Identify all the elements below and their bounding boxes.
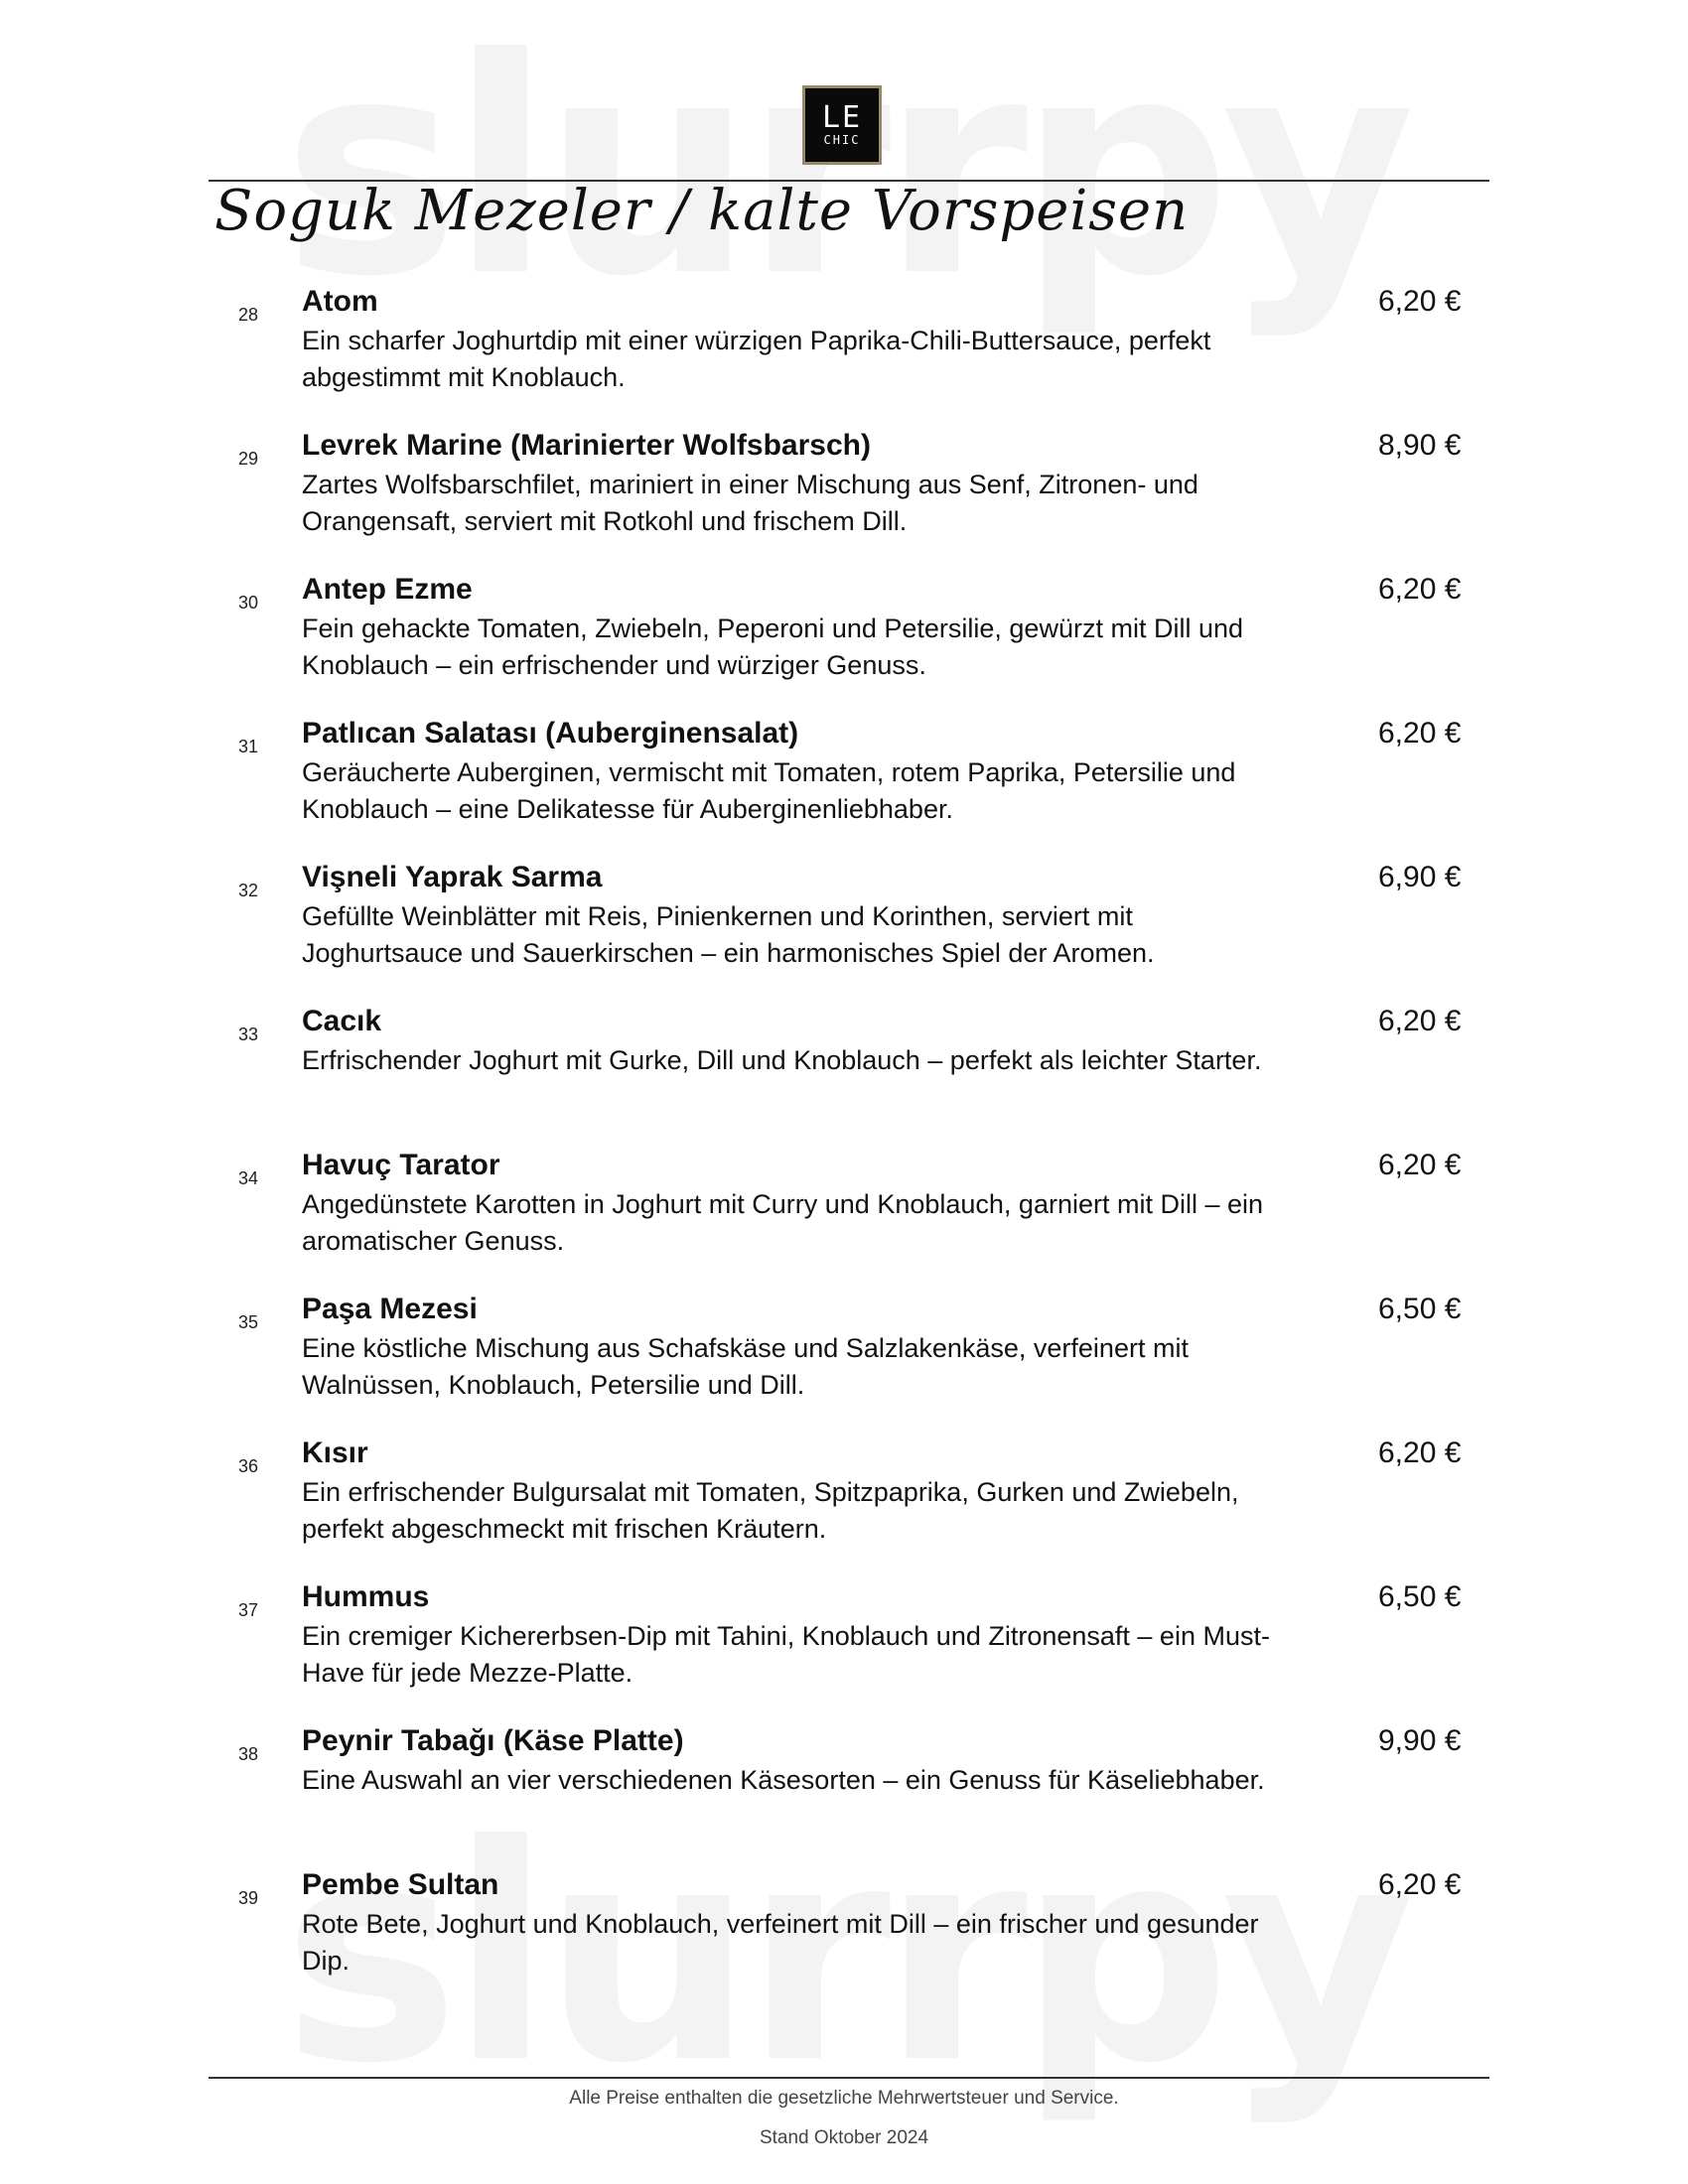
menu-item-description: Eine Auswahl an vier verschiedenen Käsesorten – ein Genuss für Käseliebhaber. [302, 1765, 1265, 1795]
menu-item-number: 31 [238, 737, 259, 756]
menu-item [0, 1293, 1688, 1436]
menu-item-name: Vişneli Yaprak Sarma [302, 861, 603, 893]
menu-item-price: 6,20 € [1378, 1868, 1462, 1901]
menu-item [0, 1436, 1688, 1580]
menu-item-description: Angedünstete Karotten in Joghurt mit Curry und Knoblauch, garniert mit Dill – ein aromatischer Genuss. [302, 1189, 1264, 1256]
menu-item-price: 9,90 € [1378, 1724, 1462, 1757]
menu-item-number: 38 [238, 1744, 259, 1764]
bottom-divider [209, 2077, 1489, 2079]
menu-item-name: Cacık [302, 1005, 382, 1037]
menu-item-price: 6,20 € [1378, 285, 1462, 318]
menu-item-description: Ein cremiger Kichererbsen-Dip mit Tahini, Knoblauch und Zitronensaft – ein Must-Have für jede Mezze-Platte. [302, 1621, 1270, 1688]
menu-item-number: 28 [238, 305, 259, 325]
menu-item [0, 861, 1688, 1005]
menu-item-description: Ein scharfer Joghurtdip mit einer würzigen Paprika-Chili-Buttersauce, perfekt abgestimmt mit Knoblauch. [302, 326, 1211, 392]
menu-item-number: 34 [238, 1168, 259, 1188]
restaurant-logo [802, 85, 882, 165]
menu-item-name: Atom [302, 285, 378, 318]
menu-item-price: 6,50 € [1378, 1293, 1462, 1325]
menu-item-description: Rote Bete, Joghurt und Knoblauch, verfeinert mit Dill – ein frischer und gesunder Dip. [302, 1909, 1259, 1976]
menu-item-description: Eine köstliche Mischung aus Schafskäse und Salzlakenkäse, verfeinert mit Walnüssen, Knoblauch, Petersilie und Dill. [302, 1333, 1189, 1400]
menu-item [0, 1149, 1688, 1293]
menu-item-price: 6,20 € [1378, 573, 1462, 606]
menu-item [0, 1580, 1688, 1724]
menu-item-number: 39 [238, 1888, 259, 1908]
menu-item-price: 6,20 € [1378, 717, 1462, 750]
menu-item-price: 6,20 € [1378, 1005, 1462, 1037]
menu-item-description: Zartes Wolfsbarschfilet, mariniert in einer Mischung aus Senf, Zitronen- und Orangensaft, serviert mit Rotkohl und frischem Dill. [302, 470, 1198, 536]
menu-item-description: Gefüllte Weinblätter mit Reis, Pinienkernen und Korinthen, serviert mit Joghurtsauce und Sauerkirschen – ein harmonisches Spiel der Aromen. [302, 901, 1155, 968]
footer-price-note: Alle Preise enthalten die gesetzliche Mehrwertsteuer und Service. [569, 2088, 1119, 2109]
logo-text-chic: CHIC [823, 133, 861, 147]
menu-item [0, 573, 1688, 717]
watermark-top [0, 20, 1688, 318]
menu-item [0, 1005, 1688, 1149]
section-title: Soguk Mezeler / kalte Vorspeisen [214, 179, 1190, 243]
menu-item [0, 1868, 1688, 2012]
menu-item-number: 30 [238, 593, 259, 613]
menu-item-name: Havuç Tarator [302, 1149, 500, 1181]
menu-item [0, 429, 1688, 573]
menu-item-description: Fein gehackte Tomaten, Zwiebeln, Peperoni und Petersilie, gewürzt mit Dill und Knoblauch – ein erfrischender und würziger Genuss. [302, 614, 1243, 680]
menu-item [0, 1724, 1688, 1868]
menu-item-number: 35 [238, 1312, 259, 1332]
menu-item-description: Ein erfrischender Bulgursalat mit Tomaten, Spitzpaprika, Gurken und Zwiebeln, perfekt abgeschmeckt mit frischen Kräutern. [302, 1477, 1239, 1544]
menu-item-name: Antep Ezme [302, 573, 473, 606]
menu-item-name: Pembe Sultan [302, 1868, 499, 1901]
menu-item-name: Hummus [302, 1580, 430, 1613]
menu-item-price: 6,20 € [1378, 1149, 1462, 1181]
footer-date: Stand Oktober 2024 [759, 2127, 929, 2148]
menu-item-price: 6,50 € [1378, 1580, 1462, 1613]
menu-item-name: Patlıcan Salatası (Auberginensalat) [302, 717, 799, 750]
menu-item-price: 6,90 € [1378, 861, 1462, 893]
menu-item-number: 33 [238, 1024, 259, 1044]
menu-item-number: 37 [238, 1600, 259, 1620]
menu-item-description: Erfrischender Joghurt mit Gurke, Dill und Knoblauch – perfekt als leichter Starter. [302, 1045, 1262, 1075]
menu-item-name: Paşa Mezesi [302, 1293, 478, 1325]
menu-item-name: Levrek Marine (Marinierter Wolfsbarsch) [302, 429, 871, 462]
menu-item-description: Geräucherte Auberginen, vermischt mit Tomaten, rotem Paprika, Petersilie und Knoblauch – eine Delikatesse für Auberginenliebhaber. [302, 757, 1236, 824]
menu-item-price: 8,90 € [1378, 429, 1462, 462]
menu-item-number: 32 [238, 881, 259, 900]
menu-item-name: Peynir Tabağı (Käse Platte) [302, 1724, 684, 1757]
menu-item-name: Kısır [302, 1436, 368, 1469]
menu-item [0, 717, 1688, 861]
logo-text-le: LE [821, 100, 863, 135]
menu-item-price: 6,20 € [1378, 1436, 1462, 1469]
menu-item [0, 285, 1688, 429]
menu-item-number: 29 [238, 449, 259, 469]
menu-item-list [0, 285, 1688, 2012]
menu-item-number: 36 [238, 1456, 259, 1476]
